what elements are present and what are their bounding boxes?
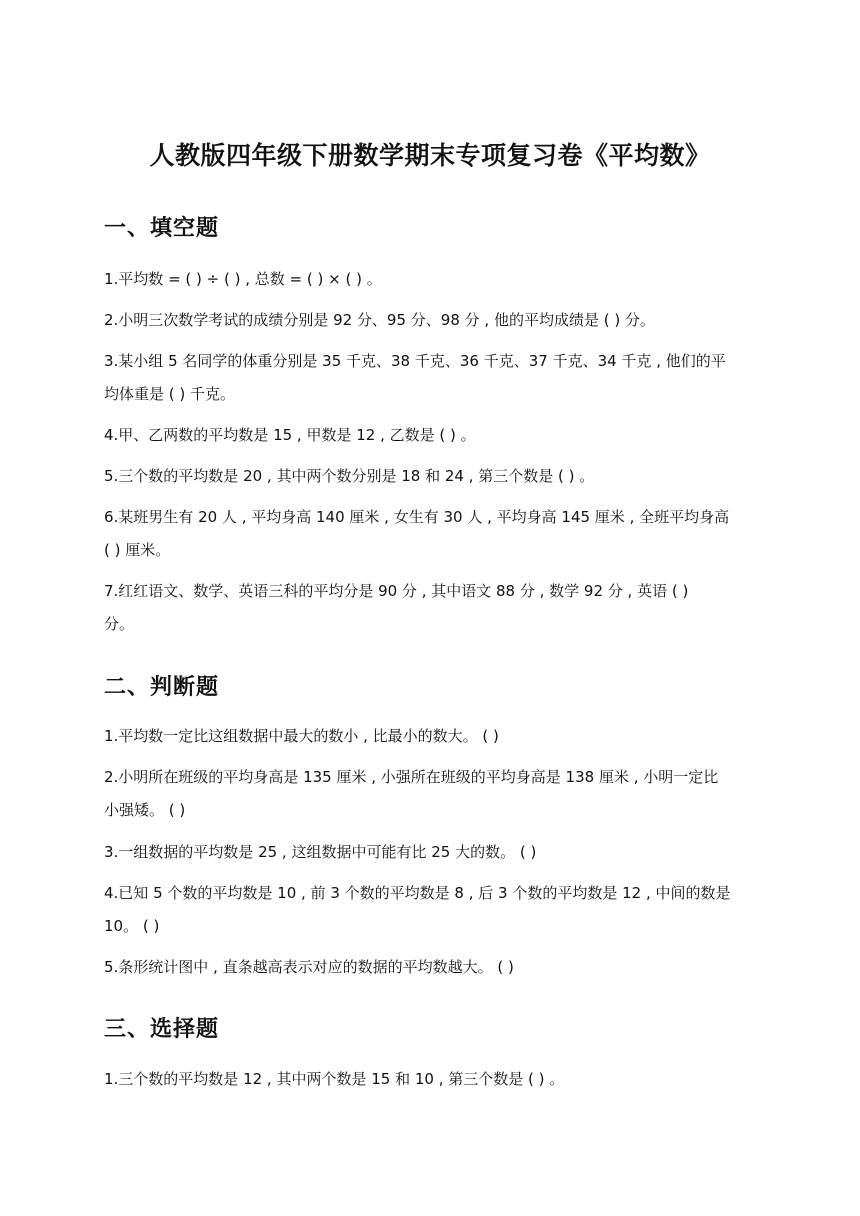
section-heading-true-false: 二、判断题 [104,675,220,700]
fill-in-question-2: 2.小明三次数学考试的成绩分别是 92 分、95 分、98 分 , 他的平均成绩是 ( ) 分。 [104,311,655,329]
fill-in-question-7-line-1: 7.红红语文、数学、英语三科的平均分是 90 分 , 其中语文 88 分 , 数学 92 分 , 英语 ( ) [104,582,689,600]
fill-in-question-3-line-1: 3.某小组 5 名同学的体重分别是 35 千克、38 千克、36 千克、37 千克、34 千克 , 他们的平 [104,352,726,370]
multiple-choice-question-1: 1.三个数的平均数是 12 , 其中两个数是 15 和 10 , 第三个数是 ( ) 。 [104,1070,565,1088]
true-false-question-1: 1.平均数一定比这组数据中最大的数小 , 比最小的数大。 ( ) [104,727,499,745]
fill-in-question-1: 1.平均数 = ( ) ÷ ( ) , 总数 = ( ) × ( ) 。 [104,270,382,288]
true-false-question-4-line-2: 10。 ( ) [104,917,160,935]
true-false-question-5: 5.条形统计图中 , 直条越高表示对应的数据的平均数越大。 ( ) [104,958,514,976]
fill-in-question-6-line-2: ( ) 厘米。 [104,541,171,559]
section-heading-fill-in: 一、填空题 [104,216,220,241]
fill-in-question-7-line-2: 分。 [104,615,135,633]
true-false-question-2-line-2: 小强矮。 ( ) [104,801,186,819]
true-false-question-4-line-1: 4.已知 5 个数的平均数是 10 , 前 3 个数的平均数是 8 , 后 3 个数的平均数是 12 , 中间的数是 [104,884,731,902]
document-title: 人教版四年级下册数学期末专项复习卷《平均数》 [149,141,711,170]
fill-in-question-3-line-2: 均体重是 ( ) 千克。 [104,385,236,403]
true-false-question-3: 3.一组数据的平均数是 25 , 这组数据中可能有比 25 大的数。 ( ) [104,843,537,861]
fill-in-question-5: 5.三个数的平均数是 20 , 其中两个数分别是 18 和 24 , 第三个数是 ( ) 。 [104,467,595,485]
fill-in-question-6-line-1: 6.某班男生有 20 人 , 平均身高 140 厘米 , 女生有 30 人 , 平均身高 145 厘米 , 全班平均身高 [104,508,730,526]
true-false-question-2-line-1: 2.小明所在班级的平均身高是 135 厘米 , 小强所在班级的平均身高是 138 厘米 , 小明一定比 [104,768,719,786]
fill-in-question-4: 4.甲、乙两数的平均数是 15 , 甲数是 12 , 乙数是 ( ) 。 [104,426,476,444]
section-heading-multiple-choice: 三、选择题 [104,1017,220,1042]
